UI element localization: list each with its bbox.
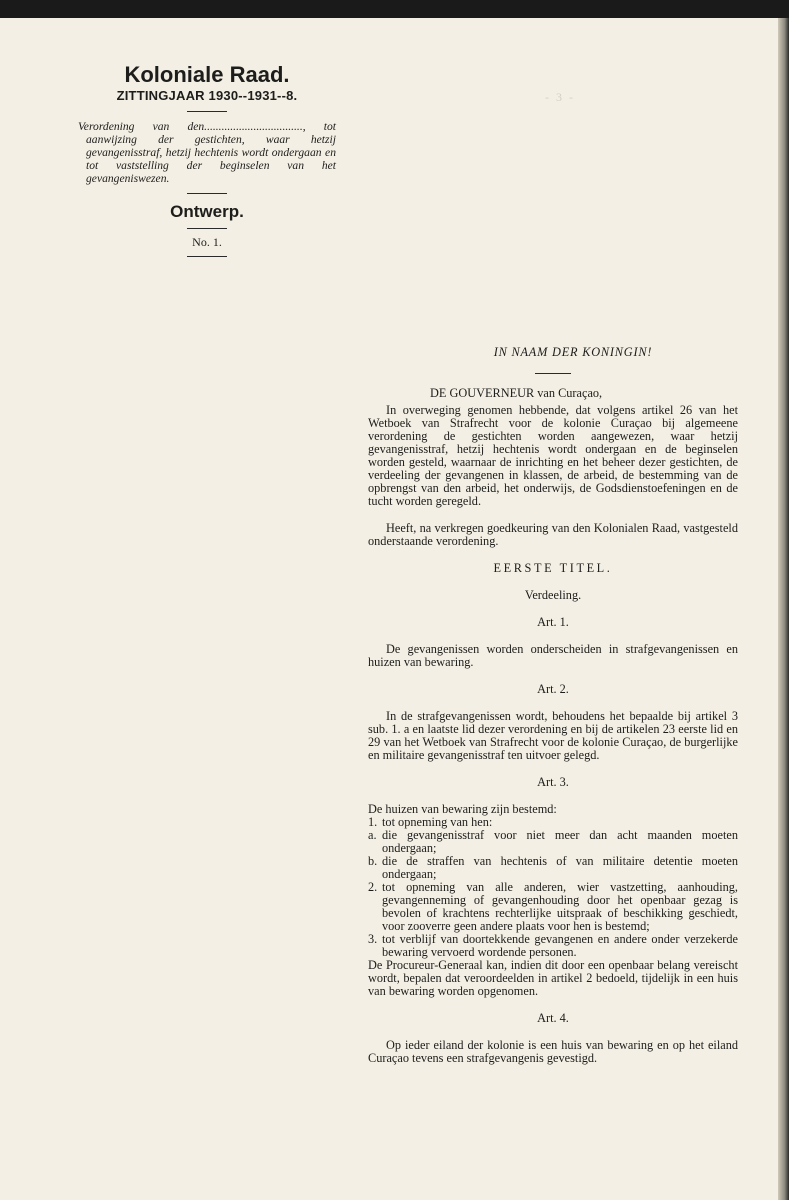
divider bbox=[187, 111, 227, 112]
header-block bbox=[78, 62, 336, 257]
list-item: 1. tot opneming van hen: bbox=[368, 815, 493, 829]
session-label: ZITTINGJAAR 1930--1931--8. bbox=[116, 88, 298, 103]
divider bbox=[187, 256, 227, 257]
divider bbox=[187, 193, 227, 194]
title-subheading: Verdeeling. bbox=[524, 588, 582, 602]
list-item: a. die gevangenisstraf voor niet meer dan acht maanden moeten ondergaan; bbox=[368, 828, 738, 855]
page-edge bbox=[778, 18, 789, 1200]
invocation: IN NAAM DER KONINGIN! bbox=[493, 345, 653, 359]
title-heading: EERSTE TITEL. bbox=[493, 561, 613, 575]
ordinance-description: Verordening van den.................................., tot aanwijzing der gestichten, waar hetzij gevangenisstraf, hetzij hechtenis wordt ondergaan en tot vaststelling der beginselen van het gevangeniswezen. bbox=[78, 120, 336, 185]
divider bbox=[187, 228, 227, 229]
enactment: Heeft, na verkregen goedkeuring van den Kolonialen Raad, vastgesteld onderstaande verordening. bbox=[368, 521, 738, 548]
list-item: b. die de straffen van hechtenis of van militaire detentie moeten ondergaan; bbox=[368, 854, 738, 881]
article-3-intro: De huizen van bewaring zijn bestemd: bbox=[368, 802, 557, 816]
article-4-text: Op ieder eiland der kolonie is een huis van bewaring en op het eiland Curaçao tevens een strafgevangenis gevestigd. bbox=[368, 1038, 738, 1065]
article-3-closing: De Procureur-Generaal kan, indien dit door een openbaar belang vereischt wordt, bepalen dat veroordeelden in artikel 2 bedoeld, tijdelijk in een huis van bewaring worden opgenomen. bbox=[368, 958, 738, 998]
list-item: 3. tot verblijf van doortekkende gevangenen en andere onder verzekerde bewaring vervoerd wordende personen. bbox=[368, 932, 738, 959]
draft-label: Ontwerp. bbox=[170, 202, 244, 221]
article-3-label: Art. 3. bbox=[537, 775, 569, 789]
document-number: No. 1. bbox=[192, 235, 222, 249]
article-2-label: Art. 2. bbox=[537, 682, 569, 696]
preamble: In overweging genomen hebbende, dat volgens artikel 26 van het Wetboek van Strafrecht voor de kolonie Curaçao bij algemeene verordening de gestichten worden aangewezen, waar hetzij gevangenisstraf, hetzij hechtenis wordt ondergaan en de beginselen worden gesteld, waarnaar de inrichting en het beheer dezer gestichten, de verdeeling der gevangenen in klassen, de arbeid, de bestemming van de opbrengst van den arbeid, het onderwijs, de Godsdienstoefeningen en de tucht worden geregeld. bbox=[368, 403, 738, 508]
article-1-label: Art. 1. bbox=[537, 615, 569, 629]
org-title: Koloniale Raad. bbox=[124, 62, 290, 87]
article-1-text: De gevangenissen worden onderscheiden in strafgevangenissen en huizen van bewaring. bbox=[368, 642, 738, 669]
list-item: 2. tot opneming van alle anderen, wier vastzetting, aanhouding, gevangenneming of gevangenhouding door het openbaar gezag is bevolen of krachtens rechterlijke uitspraak of beschikking geschiedt, voor zooverre geen andere plaats voor hen is bestemd; bbox=[368, 880, 738, 933]
article-4-label: Art. 4. bbox=[537, 1011, 569, 1025]
ordinance-body bbox=[368, 346, 738, 1065]
divider bbox=[535, 373, 571, 374]
faint-page-number: - 3 - bbox=[545, 90, 575, 104]
article-3-list bbox=[368, 816, 738, 959]
article-2-text: In de strafgevangenissen wordt, behoudens het bepaalde bij artikel 3 sub. 1. a en laatste lid dezer verordening en bij de artikelen 23 eerste lid en 29 van het Wetboek van Strafrecht voor de kolonie Curaçao, de burgerlijke en militaire gevangenisstraf ten uitvoer gelegd. bbox=[368, 709, 738, 762]
governor-line: DE GOUVERNEUR van Curaçao, bbox=[430, 386, 603, 400]
